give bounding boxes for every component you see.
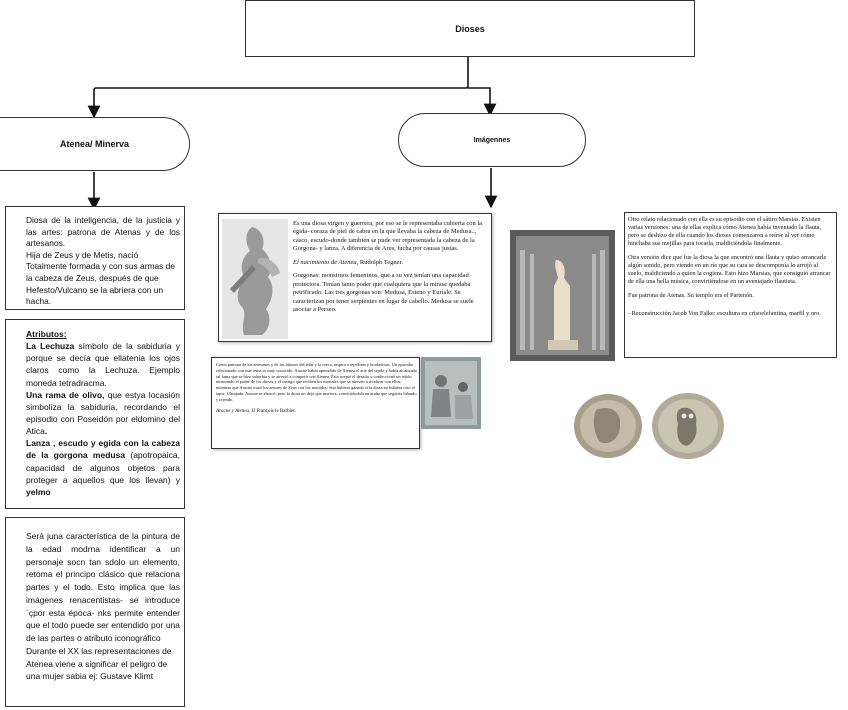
parthenon-athena-image [510, 230, 615, 361]
owl-label: La Lechuza [26, 341, 75, 352]
arachne-card [211, 357, 420, 449]
marsyas-card-text [628, 216, 833, 318]
birth-caption [293, 259, 489, 267]
painting-paragraph-1: Será juna característica de la pintura de la edad modrna identificar a un personaje socn tan sdolo un elemento, retoma el principo clásico que relaciona partes y el todo. Esto implica que las imágenes renacentistas- se introduce ´çpor esta época- nks permite entender que el todo puede ser entendido por una de las partes o atributo iconográfico [26, 531, 180, 643]
attributes-heading: Atributos: [26, 329, 67, 339]
root-title: Dioses [455, 23, 485, 34]
tetradrachm-coin-image [570, 390, 730, 460]
attributes-box [5, 319, 185, 509]
arachne-card-text [216, 362, 417, 415]
olive-paragraph [26, 389, 180, 438]
arachne-painting-image [421, 357, 481, 429]
birth-card-text [293, 220, 489, 314]
spear-label: Lanza , escudo y egida con la cabeza de la gorgona medusa [26, 438, 180, 461]
marsyas-paragraph-3: Fue patrona de Atenas. Su templo era el Partenón. [628, 292, 754, 300]
owl-paragraph [26, 340, 180, 389]
owl-text: símbolo de la sabiduria y porque se decía que ellatenia los ojos claros como la Lechuza. Ejemplo moneda tetradracma. [26, 341, 180, 388]
sculpture-image [222, 219, 288, 339]
birth-caption-author: , Rudolph Tegner. [356, 258, 403, 266]
root-to-images-connector [468, 88, 490, 110]
birth-paragraph-2: Gorgonas: monstruos femeninos, que a su vez tenían una capacidad protectora. Tenían tanto poder que cualquiera que la mirase quedaba petrificado. Las tres gorgonas son: Medusa, Esteno y Euríale. Se caracterizan por tener serpientes en lugar de cabello. Medusa se suele asociar a Perseo. [293, 272, 474, 313]
description-line1: Diosa de la inteligencia, de la justicia y las artes: patrona de Atenas y de los artesanos. [26, 215, 180, 249]
marsyas-card [624, 212, 837, 358]
marsyas-paragraph-1: Otro relato relacionado con ella es su episodio con el sátiro Marsias. Existen varias versiones: una de ellas explica cómo Atenea había inventado la flauta, pero se deshizo de ella cuando los dioses comenzaron a reírse al ver cómo hinchaba sus mejillas para tocarla, maldiciéndola finalmente. [628, 216, 822, 248]
description-line2: Hija de Zeus y de Metis, nació Totalmente formada y con sus armas de la cabeza de Zeus, después de que Hefesto/Vulcano se la abriera con un hacha. [26, 249, 175, 307]
atenea-title: Atenea/ Minerva [59, 139, 130, 149]
marsyas-paragraph-4: - Reconstrucción Jacob Von Falke: escultura en crisoelefantina, marfil y oro. [628, 310, 821, 318]
painting-paragraph-2: Durante el XX las representaciones de Atenea viene a significar el peligro de una mujer sabia ej: Gustave Klimt [26, 645, 172, 682]
birth-caption-title: El nacimiento de Atenea [293, 258, 357, 266]
spear-paragraph [26, 437, 180, 498]
olive-text: que estya locasión simboliza la sabiduria, recordando el episodio con Poseidón por eldomino del Atica [26, 389, 180, 437]
arachne-caption-author: , JJ François le Barbier. [248, 408, 296, 414]
olive-end: . [44, 426, 48, 437]
spear-text: (apotropaica, capacidad de algunos objetos para proteger a aquellos que los llevan) y [26, 450, 180, 485]
birth-card [218, 213, 492, 342]
root-connector [94, 56, 468, 112]
images-node[interactable] [398, 113, 586, 167]
marsyas-paragraph-2: Otra versión dice que fue la diosa la que encontró una flauta y quiso arrancarle algún sonido, pero viendo en un río que su cara se descomponía lo arrojó al suelo, maldiciendo a quien la cogiera. Esto hizo Marsias, que consiguió arrancar de ella una bella música, convirtiéndose en un aventajado flautista. [628, 254, 831, 286]
birth-paragraph-1: Es una diosa virgen y guerrera, por eso se le representaba cubierta con la égida- coraza de piel de cabra en la que llevaba la cabeza de Medusa.., casco, escudo-donde también se pude ver representada la cabeza de la Gorgona- y lanza. A diferencia de Ares, lucha por causas justas. [293, 220, 483, 253]
description-box [5, 206, 185, 310]
helmet-label: yelmo [26, 486, 51, 497]
images-title: Imágennes [473, 136, 511, 144]
root-node[interactable] [245, 0, 695, 57]
atenea-node[interactable] [0, 117, 190, 171]
arachne-caption-title: Aracne y Atenea [216, 408, 249, 414]
painting-box [5, 517, 185, 707]
olive-label: Una rama de olivo, [26, 389, 105, 400]
arachne-caption [216, 409, 417, 416]
arachne-paragraph: Como patrona de los artesanos y de las labores del telar y la rueca, inspira a tejedoras y bordadoras. Un episodio relacionado con este tema es muy conocido: Aracne había aprendido de Atenea el arte del tejido y había alcanzado tal fama que se hizo soberbia y se atrevió a competir con Atenea. Ésta aceptó el desafío y confeccionó un tejido mostrando el poder de los dioses y el castigo que reciben los mortales que se atreven a rivalizar con ellos, mientras que Aracne trazó los amores de Zeus con los mortales; ésta hubiera ganado si la diosa no hubiera roto el tapiz. Ultrajada, Aracne se ahorcó, pero la diosa no dejó que muriera, convirtiéndola en araña que seguiría hilando y tejendo. [216, 362, 417, 402]
